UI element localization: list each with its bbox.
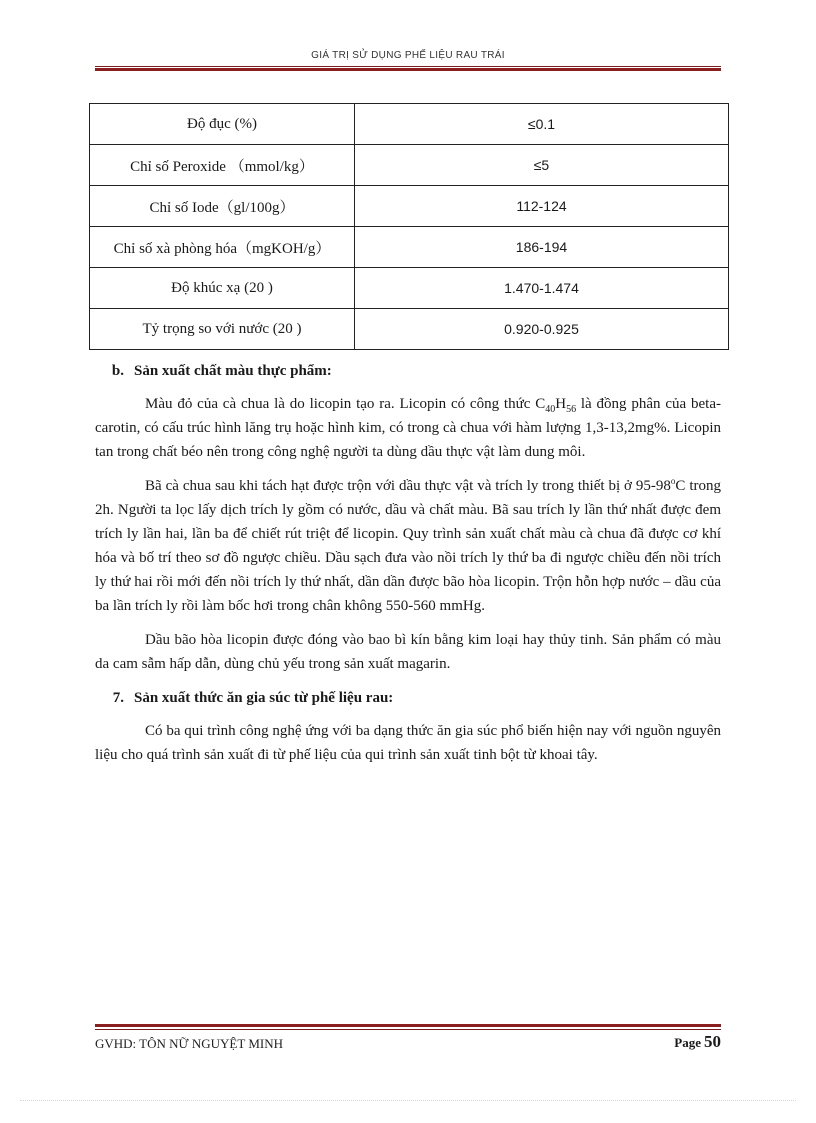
- footer-instructor: GVHD: TÔN NỮ NGUYỆT MINH: [95, 1036, 283, 1051]
- page-bottom-divider: [20, 1100, 796, 1101]
- property-cell: Độ khúc xạ (20 ): [90, 268, 355, 309]
- property-cell: Chỉ số xà phòng hóa（mgKOH/g）: [90, 227, 355, 268]
- value-cell: 1.470-1.474: [355, 268, 729, 309]
- main-content: [95, 359, 721, 777]
- property-cell: Độ đục (%): [90, 104, 355, 145]
- section-b-label: b.: [111, 363, 124, 379]
- section-b-title: Sản xuất chất màu thực phẩm:: [134, 363, 332, 379]
- page-number: 50: [704, 1032, 721, 1051]
- header-rule-thick: [95, 68, 721, 71]
- text-span: H: [555, 396, 567, 412]
- section-b-heading: [95, 359, 721, 383]
- paragraph-product: Dầu bão hòa licopin được đóng vào bao bì kín bằng kim loại hay thủy tinh. Sản phẩm có màu da cam sẫm hấp dẫn, dùng chủ yếu trong sản xuất magarin.: [95, 632, 721, 672]
- text-span: Màu đỏ của cà chua là do licopin tạo ra. Licopin có công thức C: [145, 396, 546, 412]
- paragraph-feed: Có ba qui trình công nghệ ứng với ba dạng thức ăn gia súc phổ biến hiện nay với nguồn nguyên liệu cho quá trình sản xuất đi từ phế liệu của qui trình sản xuất tinh bột từ khoai tây.: [95, 723, 721, 763]
- table-row: [90, 268, 729, 309]
- table-row: [90, 145, 729, 186]
- value-cell: 112-124: [355, 186, 729, 227]
- header-rule-thin: [95, 66, 721, 67]
- value-cell: 0.920-0.925: [355, 309, 729, 350]
- table-row: [90, 227, 729, 268]
- footer-rule-thin: [95, 1029, 721, 1030]
- value-cell: ≤0.1: [355, 104, 729, 145]
- page-number-label: [674, 1032, 721, 1052]
- header-title: GIÁ TRỊ SỬ DỤNG PHẾ LIỆU RAU TRÁI: [311, 50, 505, 61]
- property-cell: Chỉ số Iode（gl/100g）: [90, 186, 355, 227]
- table-row: [90, 309, 729, 350]
- footer-rule-thick: [95, 1024, 721, 1027]
- paragraph-extraction: [95, 474, 721, 618]
- text-span: là đồng phân của beta-carotin, có cấu trúc hình lăng trụ hoặc hình kim, có trong cà chua với hàm lượng 1,3-13,2mg%. Licopin tan trong chất béo nên trong công nghệ người ta dùng dầu thực vật làm dung môi.: [95, 396, 721, 460]
- value-cell: ≤5: [355, 145, 729, 186]
- table-row: [90, 104, 729, 145]
- value-cell: 186-194: [355, 227, 729, 268]
- properties-table: [89, 103, 729, 350]
- table-row: [90, 186, 729, 227]
- text-span: C trong 2h. Người ta lọc lấy dịch trích ly gồm có nước, dầu và chất màu. Bã sau trích ly lần thứ nhất được đem trích ly lần hai, lần ba để chiết rút triệt để licopin. Quy trình sản xuất chất màu cà chua đã được cơ khí hóa và bố trí theo sơ đồ ngược chiều. Dầu sạch đưa vào nồi trích ly thứ ba đi ngược chiều đến nồi trích ly thứ hai rồi mới đến nồi trích ly thứ nhất, dần dần được bão hòa licopin. Trộn hỗn hợp nước – dầu của ba lần trích ly rồi làm bốc hơi trong chân không 550-560 mmHg.: [95, 478, 721, 614]
- section-7-heading: [95, 686, 721, 710]
- paragraph-licopin: [95, 392, 721, 464]
- subscript: 40: [545, 404, 556, 415]
- section-7-title: Sản xuất thức ăn gia súc từ phế liệu rau:: [134, 690, 394, 706]
- text-span: Bã cà chua sau khi tách hạt được trộn với dầu thực vật và trích ly trong thiết bị ở 95-98: [145, 478, 671, 494]
- subscript: 56: [566, 404, 577, 415]
- property-cell: Tỷ trọng so với nước (20 ): [90, 309, 355, 350]
- property-cell: Chỉ số Peroxide （mmol/kg）: [90, 145, 355, 186]
- superscript: o: [670, 476, 676, 486]
- section-7-label: 7.: [112, 690, 124, 706]
- page-word: Page: [674, 1035, 701, 1050]
